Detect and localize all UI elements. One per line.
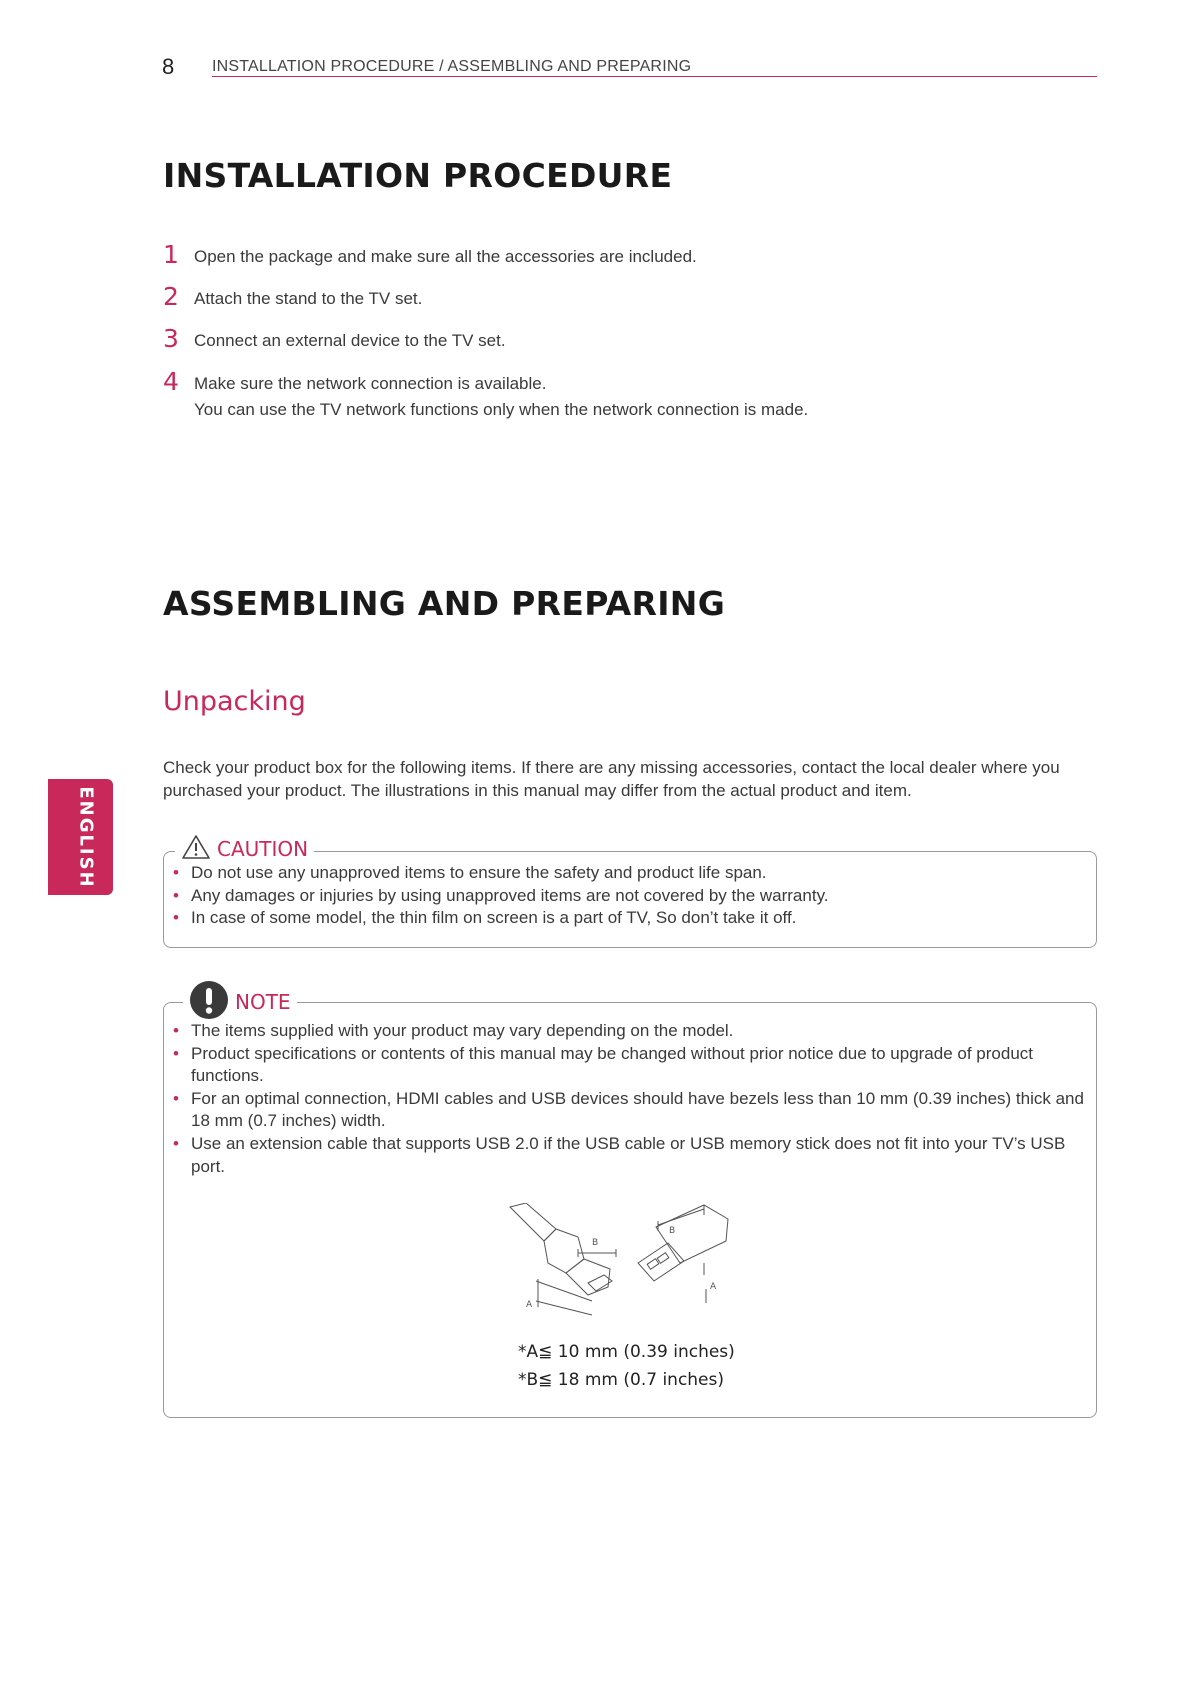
list-item: • Any damages or injuries by using unapproved items are not covered by the warranty. [173,885,829,905]
list-item-text: The items supplied with your product may vary depending on the model. [191,1021,734,1040]
step-text-continued: You can use the TV network functions only when the network connection is made. [194,400,809,419]
exclamation-circle-icon [189,980,229,1025]
running-header: INSTALLATION PROCEDURE / ASSEMBLING AND PREPARING [212,58,692,75]
language-tab [48,779,113,895]
list-item-text: Product specifications or contents of this manual may be changed without prior notice due to upgrade of product functions. [191,1043,1033,1086]
caution-list [173,862,1085,930]
unpacking-subheading: Unpacking [163,686,306,717]
list-item-text: In case of some model, the thin film on screen is a part of TV, So don’t take it off. [191,908,797,928]
language-tab-label: ENGLISH [75,786,97,889]
list-item: • Use an extension cable that supports USB 2.0 if the USB cable or USB memory stick does not fit into your TV’s USB port. [173,1133,1066,1176]
warning-triangle-icon [181,834,211,865]
dimension-label-b: B [669,1226,676,1236]
list-item: • The items supplied with your product may vary depending on the model. [173,1021,734,1040]
caution-label: CAUTION [217,837,309,861]
unpacking-intro: Check your product box for the following items. If there are any missing accessories, contact the local dealer where you purchased your product. The illustrations in this manual may differ from the actual product and item. [163,758,1060,800]
step-number: 1 [163,240,179,269]
hdmi-plug-icon [510,1203,616,1315]
connector-dimensions-illustration [508,1203,748,1323]
list-item-text: Use an extension cable that supports USB 2.0 if the USB cable or USB memory stick does not fit into your TV’s USB port. [191,1133,1066,1176]
note-list [173,1020,1085,1178]
list-item: • Product specifications or contents of this manual may be changed without prior notice due to upgrade of product functions. [173,1043,1033,1086]
caution-header [175,834,314,864]
step-number: 3 [163,324,179,353]
note-header [183,980,297,1024]
step-text: Connect an external device to the TV set. [194,331,506,350]
list-item-text: For an optimal connection, HDMI cables and USB devices should have bezels less than 10 mm (0.39 inches) thick and 18 mm (0.7 inches) width. [191,1088,1084,1131]
list-item-text: Do not use any unapproved items to ensure the safety and product life span. [191,863,767,882]
header-divider [212,76,1097,77]
step-text: Attach the stand to the TV set. [194,289,423,308]
step-number: 2 [163,282,179,311]
list-item: • In case of some model, the thin film on screen is a part of TV, So don’t take it off. [173,908,797,928]
page-number: 8 [162,54,175,79]
spec-b-limit: *B≦ 18 mm (0.7 inches) [518,1370,725,1390]
note-label: NOTE [235,990,291,1014]
list-item: • For an optimal connection, HDMI cables and USB devices should have bezels less than 10 mm (0.39 inches) thick and 18 mm (0.7 inches) width. [173,1088,1084,1131]
installation-heading: INSTALLATION PROCEDURE [163,156,673,195]
assembling-heading: ASSEMBLING AND PREPARING [163,584,726,623]
spec-a-limit: *A≦ 10 mm (0.39 inches) [518,1342,735,1362]
dimension-label-a: A [526,1300,533,1310]
step-number: 4 [163,367,179,396]
list-item-text: Any damages or injuries by using unapproved items are not covered by the warranty. [191,885,829,905]
list-item: • Do not use any unapproved items to ensure the safety and product life span. [173,863,767,882]
step-text: Open the package and make sure all the accessories are included. [194,247,697,266]
step-text: Make sure the network connection is available. [194,374,547,393]
dimension-label-b: B [592,1238,599,1248]
dimension-label-a: A [710,1282,717,1292]
